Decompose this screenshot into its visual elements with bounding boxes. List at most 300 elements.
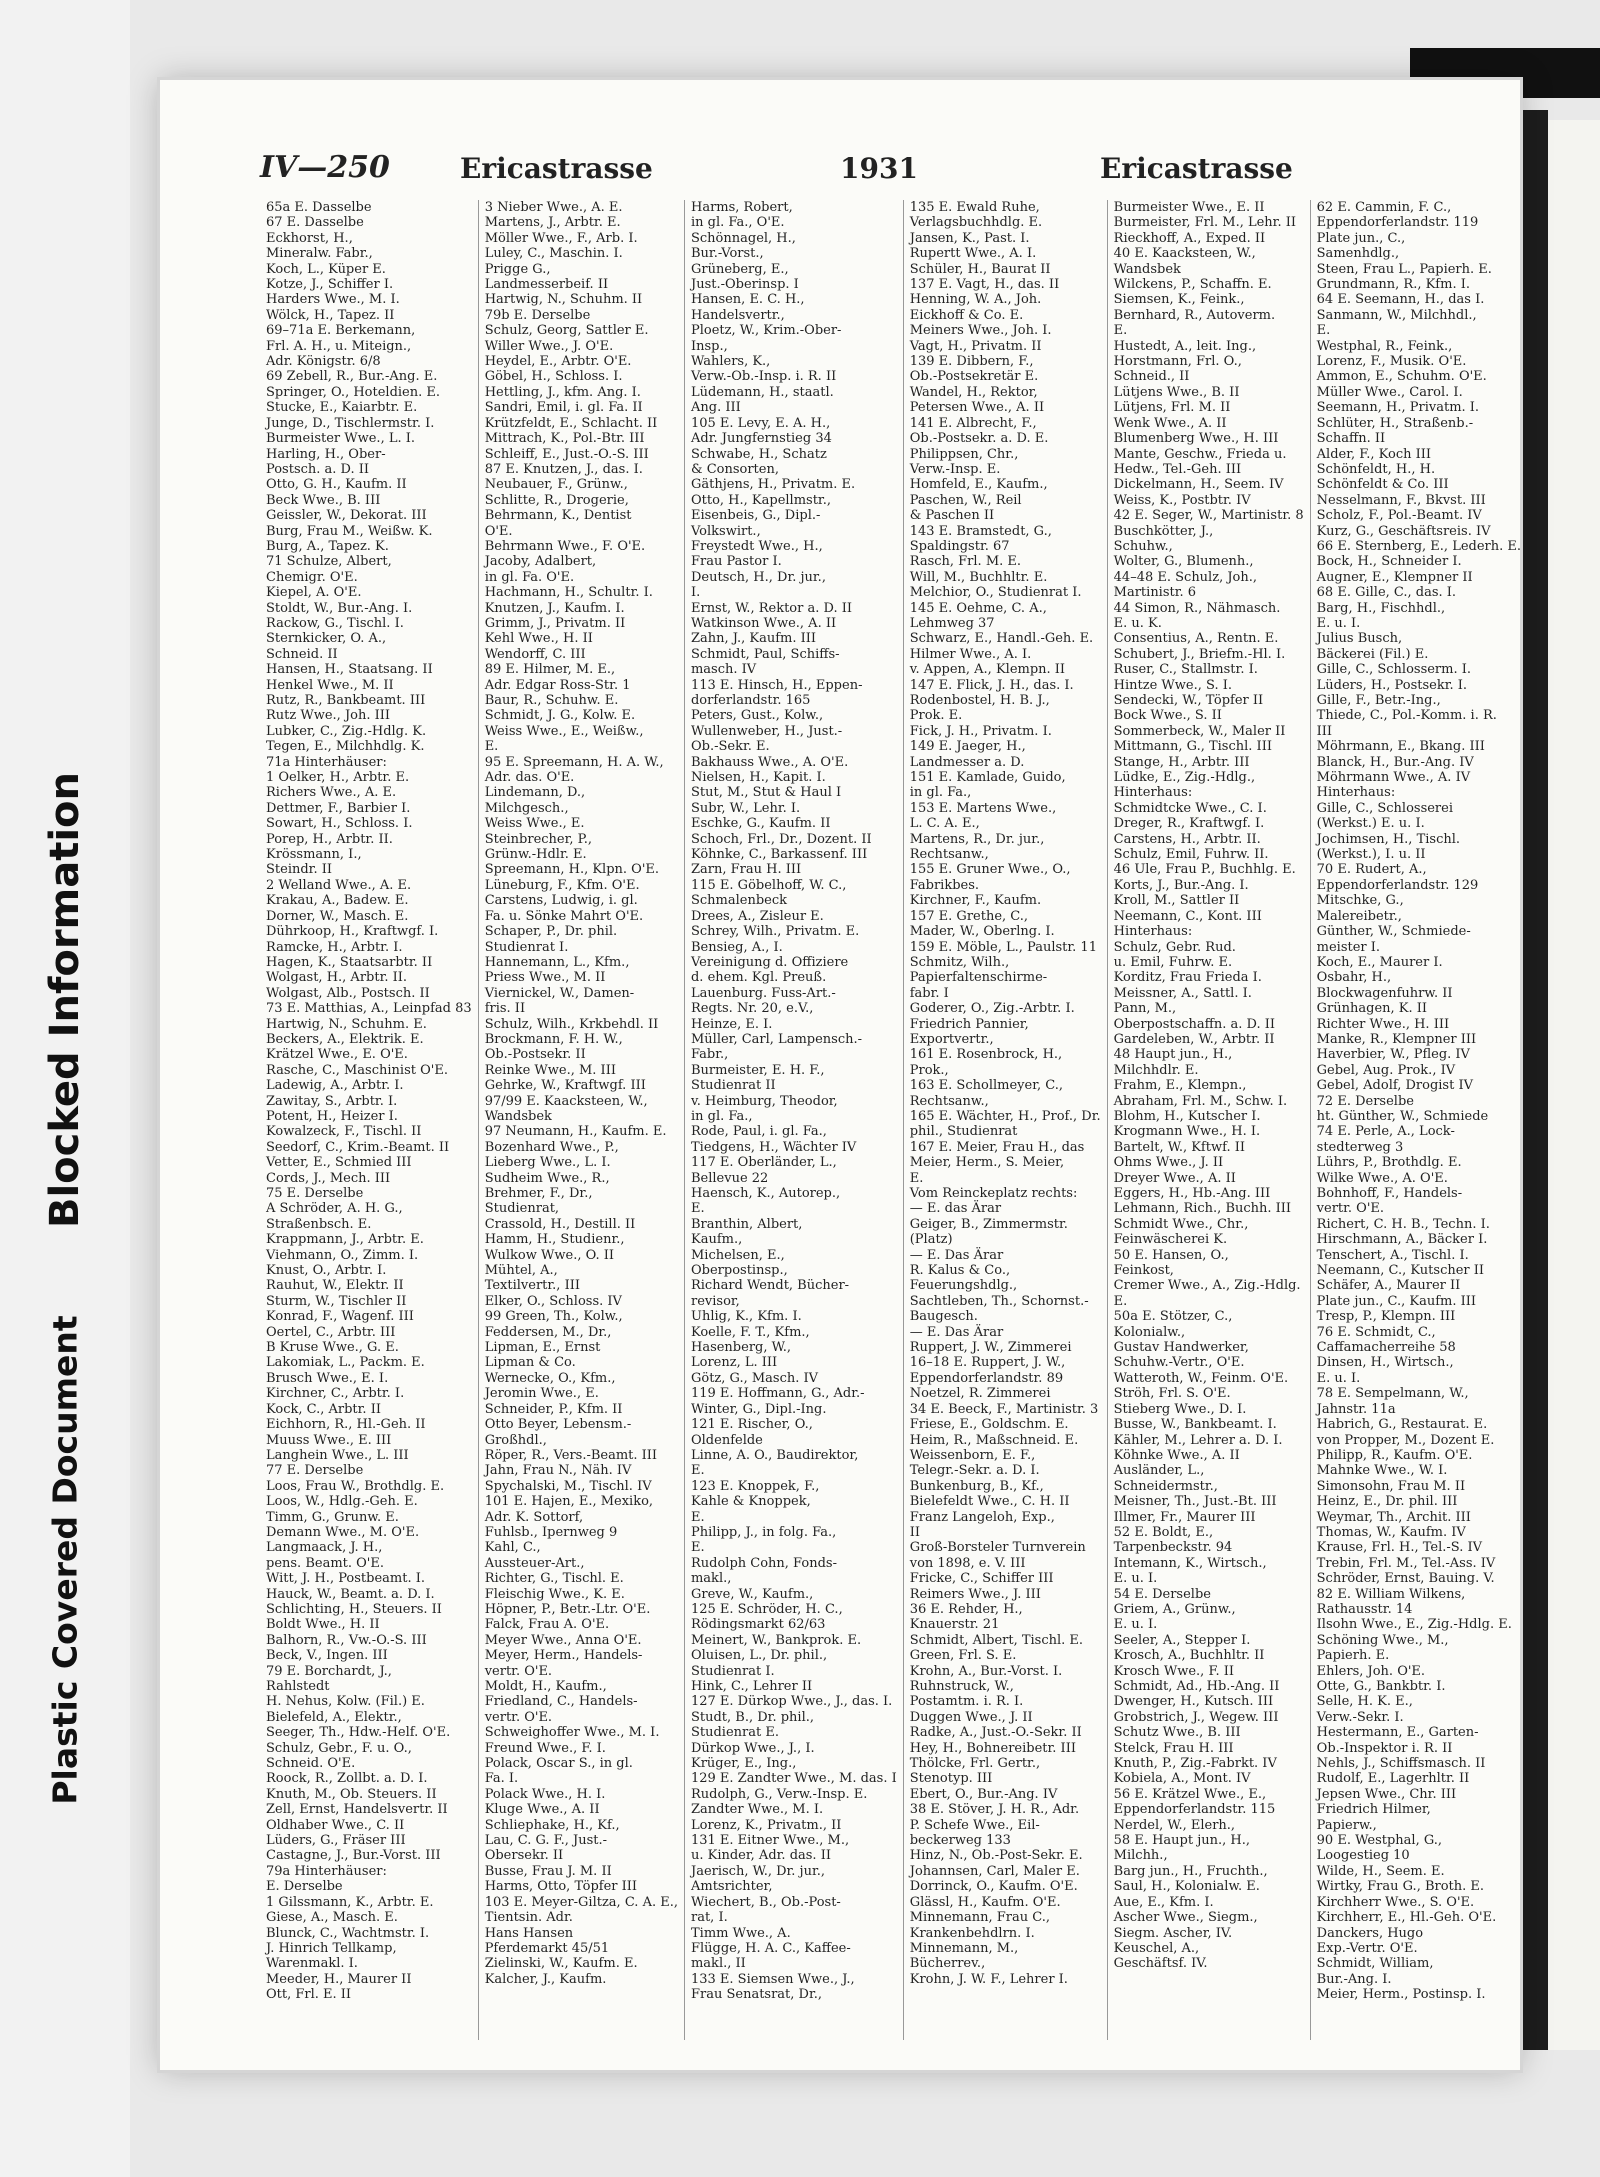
directory-entry: Ob.-Inspektor i. R. II xyxy=(1316,1740,1453,1756)
directory-entry: meister I. xyxy=(1316,939,1381,955)
directory-entry: Hinz, N., Ob.-Post-Sekr. E. xyxy=(909,1848,1083,1864)
directory-column xyxy=(260,200,478,2040)
directory-entry: Gille, F., Betr.-Ing., xyxy=(1316,693,1441,708)
directory-entry: Ruhnstruck, W., xyxy=(909,1679,1014,1694)
directory-entry: Greve, W., Kaufm., xyxy=(690,1586,814,1602)
directory-entry: Grimm, J., Privatm. II xyxy=(484,615,626,631)
directory-entry: 3 Nieber Wwe., A. E. xyxy=(484,200,623,215)
directory-entry: Möhrmann, E., Bkang. III xyxy=(1316,739,1485,755)
directory-entry: Krosch, A., Buchhltr. II xyxy=(1113,1648,1265,1664)
directory-entry: Schleiff, E., Just.-O.-S. III xyxy=(484,446,649,462)
directory-entry: Schröder, Ernst, Bauing. V. xyxy=(1316,1571,1495,1587)
directory-entry: Plate jun., C., xyxy=(1316,230,1406,246)
directory-entry: Otto Beyer, Lebensm.- xyxy=(484,1417,632,1433)
directory-entry: 117 E. Oberländer, L., xyxy=(690,1155,837,1171)
directory-entry: 69–71a E. Berkemann, xyxy=(266,323,416,339)
directory-entry: Witt, J. H., Postbeamt. I. xyxy=(266,1571,425,1587)
directory-entry: Krappmann, J., Arbtr. E. xyxy=(266,1232,424,1248)
directory-entry: Rudolph Cohn, Fonds- xyxy=(690,1555,837,1571)
directory-entry: 127 E. Dürkop Wwe., J., das. I. xyxy=(690,1694,893,1710)
directory-entry: Krohn, J. W. F., Lehrer I. xyxy=(909,1971,1068,1987)
directory-entry: Rechtsanw., xyxy=(909,847,989,863)
directory-entry: d. ehem. Kgl. Preuß. xyxy=(690,970,827,986)
directory-entry: Meier, Herm., S. Meier, xyxy=(909,1155,1065,1171)
directory-entry: vertr. O'E. xyxy=(1316,1201,1385,1217)
directory-entry: fris. II xyxy=(484,1001,526,1017)
directory-entry: 46 Ule, Frau P., Buchhlg. E. xyxy=(1113,862,1296,878)
directory-entry: E. xyxy=(690,1201,705,1217)
directory-entry: Busse, Frau J. M. II xyxy=(484,1863,612,1879)
directory-entry: O'E. xyxy=(484,523,513,539)
directory-entry: in gl. Fa., xyxy=(909,785,972,801)
directory-entry: Ammon, E., Schuhm. O'E. xyxy=(1316,369,1487,385)
directory-entry: Friedland, C., Handels- xyxy=(484,1694,638,1710)
directory-entry: Hans Hansen xyxy=(484,1925,574,1941)
directory-entry: Siegm. Ascher, IV. xyxy=(1113,1925,1233,1941)
directory-entry: Fuhlsb., Ipernweg 9 xyxy=(484,1524,618,1540)
directory-entry: Duggen Wwe., J. II xyxy=(909,1709,1033,1725)
directory-entry: Julius Busch, xyxy=(1316,631,1403,647)
directory-entry: E. xyxy=(1113,1293,1128,1309)
directory-entry: Jochimsen, H., Tischl. xyxy=(1316,831,1461,847)
directory-entry: Eggers, H., Hb.-Ang. III xyxy=(1113,1186,1271,1201)
directory-entry: Studt, B., Dr. phil., xyxy=(690,1709,814,1725)
directory-entry: 101 E. Hajen, E., Mexiko, xyxy=(484,1494,654,1510)
directory-entry: Loos, Frau W., Brothdlg. E. xyxy=(266,1478,445,1494)
directory-entry: Plate jun., C., Kaufm. III xyxy=(1316,1293,1477,1309)
directory-entry: 69 Zebell, R., Bur.-Ang. E. xyxy=(266,369,438,385)
directory-column xyxy=(478,200,684,2040)
directory-entry: in gl. Fa., O'E. xyxy=(690,215,785,231)
directory-entry: Wilke Wwe., A. O'E. xyxy=(1316,1170,1448,1186)
directory-entry: 159 E. Möble, L., Paulstr. 11 xyxy=(909,939,1097,955)
directory-entry: Schwarz, E., Handl.-Geh. E. xyxy=(909,631,1094,647)
directory-entry: Friedrich Hilmer, xyxy=(1316,1802,1431,1818)
directory-entry: Augner, E., Klempner II xyxy=(1316,569,1473,585)
directory-entry: 131 E. Eitner Wwe., M., xyxy=(690,1833,850,1849)
directory-entry: Eickhoff & Co. E. xyxy=(909,307,1024,323)
directory-entry: Mittrach, K., Pol.-Btr. III xyxy=(484,431,645,447)
directory-entry: Studienrat, xyxy=(484,1201,560,1217)
directory-entry: Gebel, Adolf, Drogist IV xyxy=(1316,1078,1473,1094)
directory-entry: Krüger, E., Ing., xyxy=(690,1756,797,1772)
directory-entry: Glässl, H., Kaufm. O'E. xyxy=(909,1894,1061,1910)
directory-entry: & Consorten, xyxy=(690,461,779,477)
directory-entry: Hedw., Tel.-Geh. III xyxy=(1113,461,1242,477)
directory-entry: 1 Oelker, H., Arbtr. E. xyxy=(266,770,410,786)
directory-entry: Meisner, Th., Just.-Bt. III xyxy=(1113,1494,1277,1510)
directory-entry: Barg jun., H., Fruchth., xyxy=(1113,1863,1268,1879)
directory-entry: Prigge G., xyxy=(484,261,551,277)
directory-entry: Dickelmann, H., Seem. IV xyxy=(1113,477,1284,493)
directory-entry: 99 Green, Th., Kolw., xyxy=(484,1309,623,1325)
directory-entry: Milchh., xyxy=(1113,1848,1168,1864)
directory-entry: Richter Wwe., H. III xyxy=(1316,1016,1450,1032)
directory-entry: Rödingsmarkt 62/63 xyxy=(690,1617,826,1633)
directory-entry: Krakau, A., Badew. E. xyxy=(266,893,409,909)
directory-entry: Adr. das. O'E. xyxy=(484,770,575,786)
directory-entry: Blunck, C., Wachtmstr. I. xyxy=(266,1925,430,1941)
directory-entry: Vetter, E., Schmied III xyxy=(266,1155,412,1171)
directory-entry: Aue, E., Kfm. I. xyxy=(1113,1894,1214,1910)
directory-entry: Jansen, K., Past. I. xyxy=(909,230,1030,246)
directory-entry: Sturm, W., Tischler II xyxy=(266,1293,407,1309)
directory-entry: Seedorf, C., Krim.-Beamt. II xyxy=(266,1139,450,1155)
directory-entry: Fricke, C., Schiffer III xyxy=(909,1571,1054,1587)
directory-entry: Meissner, A., Sattl. I. xyxy=(1113,985,1252,1001)
directory-entry: Postsch. a. D. II xyxy=(266,461,370,477)
directory-entry: Philipp, R., Kaufm. O'E. xyxy=(1316,1447,1473,1463)
directory-entry: E. Derselbe xyxy=(266,1879,343,1895)
directory-entry: II xyxy=(909,1524,921,1540)
directory-entry: Lehmweg 37 xyxy=(909,615,995,631)
directory-entry: Exportvertr., xyxy=(909,1031,994,1047)
directory-entry: Oertel, C., Arbtr. III xyxy=(266,1324,396,1340)
directory-entry: Fleischig Wwe., K. E. xyxy=(484,1586,625,1602)
directory-entry: E. xyxy=(909,1170,924,1186)
directory-entry: 75 E. Derselbe xyxy=(266,1186,364,1201)
directory-entry: Spychalski, M., Tischl. IV xyxy=(484,1478,652,1494)
directory-entry: Dürkop Wwe., J., I. xyxy=(690,1740,815,1756)
directory-entry: Schneidermstr., xyxy=(1113,1478,1218,1494)
directory-entry: Krosch Wwe., F. II xyxy=(1113,1663,1234,1679)
directory-entry: 1 Gilssmann, K., Arbtr. E. xyxy=(266,1894,434,1910)
directory-entry: Adr. Königstr. 6/8 xyxy=(266,354,381,370)
directory-entry: Harms, Otto, Töpfer III xyxy=(484,1879,638,1895)
directory-entry: Knust, O., Arbtr. I. xyxy=(266,1263,387,1279)
directory-entry: Martens, R., Dr. jur., xyxy=(909,831,1045,847)
directory-entry: 65a E. Dasselbe xyxy=(266,200,372,215)
directory-entry: 115 E. Göbelhoff, W. C., xyxy=(690,877,847,893)
directory-entry: Thiede, C., Pol.-Komm. i. R. xyxy=(1316,708,1497,724)
directory-entry: Adr. Edgar Ross-Str. 1 xyxy=(484,677,631,693)
directory-entry: Lorenz, K., Privatm., II xyxy=(690,1817,842,1833)
directory-entry: Elker, O., Schloss. IV xyxy=(484,1293,622,1309)
directory-entry: Burg, A., Tapez. K. xyxy=(266,538,389,554)
page-header xyxy=(160,150,1520,190)
directory-entry: Just.-Oberinsp. I xyxy=(690,277,799,293)
directory-entry: Watteroth, W., Feinm. O'E. xyxy=(1113,1370,1289,1386)
directory-entry: Rasch, Frl. M. E. xyxy=(909,554,1022,570)
directory-entry: Hustedt, A., leit. Ing., xyxy=(1113,338,1257,354)
directory-entry: Wandel, H., Rektor, xyxy=(909,384,1038,400)
directory-entry: 40 E. Kaacksteen, W., xyxy=(1113,246,1256,262)
directory-entry: Carstens, Ludwig, i. gl. xyxy=(484,893,638,909)
directory-entry: Gille, C., Schlosserei xyxy=(1316,800,1453,816)
directory-entry: Lüders, G., Fräser III xyxy=(266,1833,406,1849)
directory-entry: Flügge, H. A. C., Kaffee- xyxy=(690,1940,851,1956)
directory-entry: Koch, L., Küper E. xyxy=(266,261,386,277)
directory-entry: Cords, J., Mech. III xyxy=(266,1170,391,1186)
directory-entry: Stange, H., Arbtr. III xyxy=(1113,754,1250,770)
directory-entry: Oldhaber Wwe., C. II xyxy=(266,1817,405,1833)
directory-entry: Vereinigung d. Offiziere xyxy=(690,954,849,970)
directory-entry: Willer Wwe., J. O'E. xyxy=(484,338,614,354)
directory-entry: Gebel, Aug. Prok., IV xyxy=(1316,1062,1456,1078)
directory-entry: fabr. I xyxy=(909,985,949,1001)
directory-entry: Dettmer, F., Barbier I. xyxy=(266,800,411,816)
directory-entry: Ob.-Postsekr. II xyxy=(484,1047,586,1063)
directory-entry: Mante, Geschw., Frieda u. xyxy=(1113,446,1287,462)
directory-entry: Deutsch, H., Dr. jur., xyxy=(690,569,826,585)
directory-entry: Noetzel, R. Zimmerei xyxy=(909,1386,1051,1402)
directory-entry: Hansen, H., Staatsang. II xyxy=(266,662,433,678)
directory-entry: I. xyxy=(690,585,701,601)
directory-entry: Bur.-Ang. I. xyxy=(1316,1971,1392,1987)
directory-entry: Blohm, H., Kutscher I. xyxy=(1113,1108,1261,1124)
directory-entry: Adr. K. Sottorf, xyxy=(484,1509,584,1525)
directory-entry: Loos, W., Hdlg.-Geh. E. xyxy=(266,1494,418,1510)
directory-entry: Blockwagenfuhrw. II xyxy=(1316,985,1453,1001)
directory-entry: Fa. I. xyxy=(484,1771,519,1787)
directory-entry: Hasenberg, W., xyxy=(690,1340,791,1356)
directory-entry: Ehlers, Joh. O'E. xyxy=(1316,1663,1426,1679)
directory-entry: E. u. K. xyxy=(1113,615,1162,631)
directory-entry: 97/99 E. Kaacksteen, W., xyxy=(484,1093,648,1109)
directory-entry: vertr. O'E. xyxy=(484,1663,553,1679)
directory-entry: Schulz, Wilh., Krkbehdl. II xyxy=(484,1016,659,1032)
directory-entry: Bielefeldt Wwe., C. H. II xyxy=(909,1494,1070,1510)
directory-entry: Ramcke, H., Arbtr. I. xyxy=(266,939,403,955)
directory-entry: phil., Studienrat xyxy=(909,1124,1018,1140)
directory-entry: Neemann, C., Kutscher II xyxy=(1316,1263,1485,1279)
directory-entry: Kähler, M., Lehrer a. D. I. xyxy=(1113,1432,1283,1448)
directory-entry: Stenotyp. III xyxy=(909,1771,993,1787)
directory-entry: Cremer Wwe., A., Zig.-Hdlg. xyxy=(1113,1278,1301,1294)
blocked-information-label: Blocked Information xyxy=(42,771,88,1229)
directory-entry: Oluisen, L., Dr. phil., xyxy=(690,1648,828,1664)
directory-entry: Schweighoffer Wwe., M. I. xyxy=(484,1725,660,1741)
directory-entry: 56 E. Krätzel Wwe., E., xyxy=(1113,1786,1267,1802)
directory-entry: Sandri, Emil, i. gl. Fa. II xyxy=(484,400,643,416)
directory-entry: Feddersen, M., Dr., xyxy=(484,1324,612,1340)
directory-entry: in gl. Fa., xyxy=(690,1108,753,1124)
directory-entry: 62 E. Cammin, F. C., xyxy=(1316,200,1452,215)
directory-entry: Langmaack, J. H., xyxy=(266,1540,383,1556)
directory-entry: Gäthjens, H., Privatm. E. xyxy=(690,477,856,493)
directory-entry: Castagne, J., Bur.-Vorst. III xyxy=(266,1848,441,1864)
directory-entry: Rieckhoff, A., Exped. II xyxy=(1113,230,1266,246)
directory-entry: Demann Wwe., M. O'E. xyxy=(266,1524,420,1540)
directory-entry: Meyer Wwe., Anna O'E. xyxy=(484,1632,642,1648)
directory-entry: Kurz, G., Geschäftsreis. IV xyxy=(1316,523,1491,539)
directory-entry: 125 E. Schröder, H. C., xyxy=(690,1601,843,1617)
directory-entry: Beck, V., Ingen. III xyxy=(266,1648,388,1664)
directory-entry: Wolter, G., Blumenh., xyxy=(1113,554,1254,570)
directory-entry: makl., II xyxy=(690,1956,746,1972)
directory-entry: Hinterhaus: xyxy=(1316,785,1396,801)
directory-entry: Zandter Wwe., M. I. xyxy=(690,1802,824,1818)
directory-entry: Burmeister Wwe., E. II xyxy=(1113,200,1265,215)
directory-entry: Ausländer, L., xyxy=(1113,1463,1205,1479)
directory-entry: Kobiela, A., Mont. IV xyxy=(1113,1771,1251,1787)
directory-entry: Heim, R., Maßschneid. E. xyxy=(909,1432,1079,1448)
directory-entry: Schuhw., xyxy=(1113,538,1173,554)
directory-entry: Kirchner, C., Arbtr. I. xyxy=(266,1386,405,1402)
directory-entry: Philippsen, Chr., xyxy=(909,446,1019,462)
directory-entry: Peters, Gust., Kolw., xyxy=(690,708,824,724)
directory-entry: Eschke, G., Kaufm. II xyxy=(690,816,831,832)
directory-entry: Schliephake, H., Kf., xyxy=(484,1817,620,1833)
directory-entry: Spreemann, H., Klpn. O'E. xyxy=(484,862,660,878)
directory-entry: Wullenweber, H., Just.- xyxy=(690,723,843,739)
directory-entry: Lubker, C., Zig.-Hdlg. K. xyxy=(266,723,427,739)
directory-entry: 50 E. Hansen, O., xyxy=(1113,1247,1229,1263)
directory-entry: Martens, J., Arbtr. E. xyxy=(484,215,621,231)
directory-entry: Tientsin. Adr. xyxy=(484,1910,573,1926)
directory-entry: Oberpostschaffn. a. D. II xyxy=(1113,1016,1276,1032)
directory-entry: Mitschke, G., xyxy=(1316,893,1404,909)
directory-entry: Seeler, A., Stepper I. xyxy=(1113,1632,1251,1648)
directory-entry: Telegr.-Sekr. a. D. I. xyxy=(909,1463,1040,1479)
directory-entry: Göbel, H., Schloss. I. xyxy=(484,369,623,385)
directory-entry: Buschkötter, J., xyxy=(1113,523,1214,539)
directory-entry: 105 E. Levy, E. A. H., xyxy=(690,415,831,431)
directory-entry: L. C. A. E., xyxy=(909,816,980,832)
directory-entry: Bartelt, W., Kftwf. II xyxy=(1113,1139,1245,1155)
directory-entry: Wilckens, P., Schaffn. E. xyxy=(1113,277,1272,293)
directory-entry: Aussteuer-Art., xyxy=(484,1555,585,1571)
directory-entry: Pferdemarkt 45/51 xyxy=(484,1940,610,1956)
directory-entry: Bakhauss Wwe., A. O'E. xyxy=(690,754,849,770)
directory-entry: stedterweg 3 xyxy=(1316,1139,1404,1155)
directory-entry: Lauenburg. Fuss-Art.- xyxy=(690,985,836,1001)
directory-entry: Osbahr, H., xyxy=(1316,970,1392,986)
directory-entry: Bur.-Vorst., xyxy=(690,246,764,262)
directory-entry: Oberpostinsp., xyxy=(690,1263,788,1279)
directory-entry: u. Kinder, Adr. das. II xyxy=(690,1848,831,1864)
directory-entry: Henkel Wwe., M. II xyxy=(266,677,394,693)
directory-entry: Grüneberg, E., xyxy=(690,261,789,277)
directory-entry: Günther, W., Schmiede- xyxy=(1316,924,1471,940)
directory-entry: 82 E. William Wilkens, xyxy=(1316,1586,1466,1602)
directory-entry: Wirtky, Frau G., Broth. E. xyxy=(1316,1879,1485,1895)
directory-entry: Richter, G., Tischl. E. xyxy=(484,1571,624,1587)
directory-entry: Rasche, C., Maschinist O'E. xyxy=(266,1062,448,1078)
directory-entry: Jaerisch, W., Dr. jur., xyxy=(690,1863,826,1879)
directory-entry: Carstens, H., Arbtr. II. xyxy=(1113,831,1261,847)
directory-entry: Michelsen, E., xyxy=(690,1247,785,1263)
directory-entry: revisor, xyxy=(690,1293,740,1309)
directory-entry: Bernhard, R., Autoverm. xyxy=(1113,307,1276,323)
sidebar xyxy=(0,0,130,2177)
directory-entry: Ob.-Sekr. E. xyxy=(690,739,770,755)
directory-entry: Springer, O., Hoteldien. E. xyxy=(266,384,441,400)
directory-entry: 48 Haupt jun., H., xyxy=(1113,1047,1233,1063)
directory-entry: Schneider, P., Kfm. II xyxy=(484,1401,623,1417)
directory-entry: Wahlers, K., xyxy=(690,354,771,370)
directory-entry: Schmitz, Wilh., xyxy=(909,954,1010,970)
directory-entry: 129 E. Zandter Wwe., M. das. I xyxy=(690,1771,897,1787)
directory-entry: Kiepel, A. O'E. xyxy=(266,585,362,601)
directory-entry: Kirchherr Wwe., S. O'E. xyxy=(1316,1894,1475,1910)
directory-entry: Nesselmann, F., Bkvst. III xyxy=(1316,492,1486,508)
directory-entry: Hagen, K., Staatsarbtr. II xyxy=(266,954,433,970)
directory-entry: Rutz, R., Bankbeamt. III xyxy=(266,693,426,708)
directory-entry: Vom Reinckeplatz rechts: xyxy=(909,1186,1078,1201)
directory-entry: Feinwäscherei K. xyxy=(1113,1232,1228,1248)
directory-column xyxy=(903,200,1107,2040)
directory-entry: Ohms Wwe., J. II xyxy=(1113,1155,1224,1171)
directory-entry: Eichhorn, R., Hl.-Geh. II xyxy=(266,1417,426,1433)
directory-entry: Grünhagen, K. II xyxy=(1316,1001,1428,1017)
directory-entry: Saul, H., Kolonialw. E. xyxy=(1113,1879,1260,1895)
directory-entry: Nielsen, H., Kapit. I. xyxy=(690,770,826,786)
directory-entry: Busse, W., Bankbeamt. I. xyxy=(1113,1417,1277,1433)
directory-entry: Frl. A. H., u. Miteign., xyxy=(266,338,412,354)
directory-entry: Boldt Wwe., H. II xyxy=(266,1617,380,1633)
directory-entry: Green, Frl. S. E. xyxy=(909,1648,1017,1664)
directory-entry: Consentius, A., Rentn. E. xyxy=(1113,631,1279,647)
directory-entry: Harders Wwe., M. I. xyxy=(266,292,400,308)
directory-entry: 70 E. Rudert, A., xyxy=(1316,862,1427,878)
directory-entry: Langhein Wwe., L. III xyxy=(266,1447,409,1463)
directory-entry: Crassold, H., Destill. II xyxy=(484,1216,636,1232)
directory-entry: Nehls, J., Schiffsmasch. II xyxy=(1316,1756,1486,1772)
directory-entry: Stelck, Frau H. III xyxy=(1113,1740,1234,1756)
directory-entry: Wernecke, O., Kfm., xyxy=(484,1370,616,1386)
directory-entry: Abraham, Frl. M., Schw. I. xyxy=(1113,1093,1288,1109)
directory-entry: Wendorff, C. III xyxy=(484,646,586,662)
directory-entry: Lorenz, F., Musik. O'E. xyxy=(1316,354,1467,370)
directory-entry: Krankenbehdlrn. I. xyxy=(909,1925,1035,1941)
directory-entry: Krätzel Wwe., E. O'E. xyxy=(266,1047,408,1063)
directory-entry: Franz Langeloh, Exp., xyxy=(909,1509,1055,1525)
directory-entry: Hestermann, E., Garten- xyxy=(1316,1725,1479,1741)
directory-entry: Ebert, O., Bur.-Ang. IV xyxy=(909,1786,1058,1802)
directory-entry: Lehmann, Rich., Buchh. III xyxy=(1113,1201,1292,1217)
directory-entry: H. Nehus, Kolw. (Fil.) E. xyxy=(266,1694,425,1710)
directory-entry: Weissenborn, E. F., xyxy=(909,1447,1036,1463)
directory-entry: Lüdke, E., Zig.-Hdlg., xyxy=(1113,770,1256,786)
directory-entry: Krössmann, I., xyxy=(266,847,362,863)
directory-entry: Eppendorferlandstr. 115 xyxy=(1113,1802,1276,1818)
directory-entry: 145 E. Oehme, C. A., xyxy=(909,600,1047,616)
directory-entry: 133 E. Siemsen Wwe., J., xyxy=(690,1971,855,1987)
directory-entry: Mühtel, A., xyxy=(484,1263,558,1279)
directory-entry: Gehrke, W., Kraftwgf. III xyxy=(484,1078,646,1094)
directory-entry: Papierw., xyxy=(1316,1817,1377,1833)
directory-entry: Hansen, E. C. H., xyxy=(690,292,805,308)
directory-entry: A Schröder, A. H. G., xyxy=(266,1201,403,1217)
directory-entry: Ob.-Postsekretär E. xyxy=(909,369,1039,385)
directory-entry: Amtsrichter, xyxy=(690,1879,773,1895)
directory-entry: Winter, G., Dipl.-Ing. xyxy=(690,1401,827,1417)
directory-entry: 72 E. Derselbe xyxy=(1316,1093,1414,1109)
directory-entry: Dührkoop, H., Kraftwgf. I. xyxy=(266,924,439,940)
directory-entry: makl., xyxy=(690,1571,732,1587)
directory-entry: Baugesch. xyxy=(909,1309,978,1325)
directory-entry: Frau Senatsrat, Dr., xyxy=(690,1987,823,2003)
directory-entry: Geiger, B., Zimmermstr. xyxy=(909,1216,1068,1232)
directory-entry: Konrad, F., Wagenf. III xyxy=(266,1309,414,1325)
directory-entry: Wiechert, B., Ob.-Post- xyxy=(690,1894,841,1910)
directory-entry: 50a E. Stötzer, C., xyxy=(1113,1309,1233,1325)
directory-entry: Milchhdlr. E. xyxy=(1113,1062,1199,1078)
directory-entry: Papierfaltenschirme- xyxy=(909,970,1048,986)
directory-entry: Meiners Wwe., Joh. I. xyxy=(909,323,1052,339)
directory-entry: 79a Hinterhäuser: xyxy=(266,1863,387,1879)
directory-entry: Schuhw.-Vertr., O'E. xyxy=(1113,1355,1245,1371)
directory-entry: Tarpenbeckstr. 94 xyxy=(1113,1540,1233,1556)
directory-entry: Bücherrev., xyxy=(909,1956,986,1972)
directory-entry: Schmidt, Ad., Hb.-Ang. II xyxy=(1113,1679,1280,1694)
directory-entry: Koelle, F. T., Kfm., xyxy=(690,1324,810,1340)
directory-entry: Barg, H., Fischhdl., xyxy=(1316,600,1446,616)
directory-entry: E. xyxy=(690,1540,705,1556)
directory-entry: Prok., xyxy=(909,1062,949,1078)
directory-entry: Mader, W., Oberlng. I. xyxy=(909,924,1055,940)
